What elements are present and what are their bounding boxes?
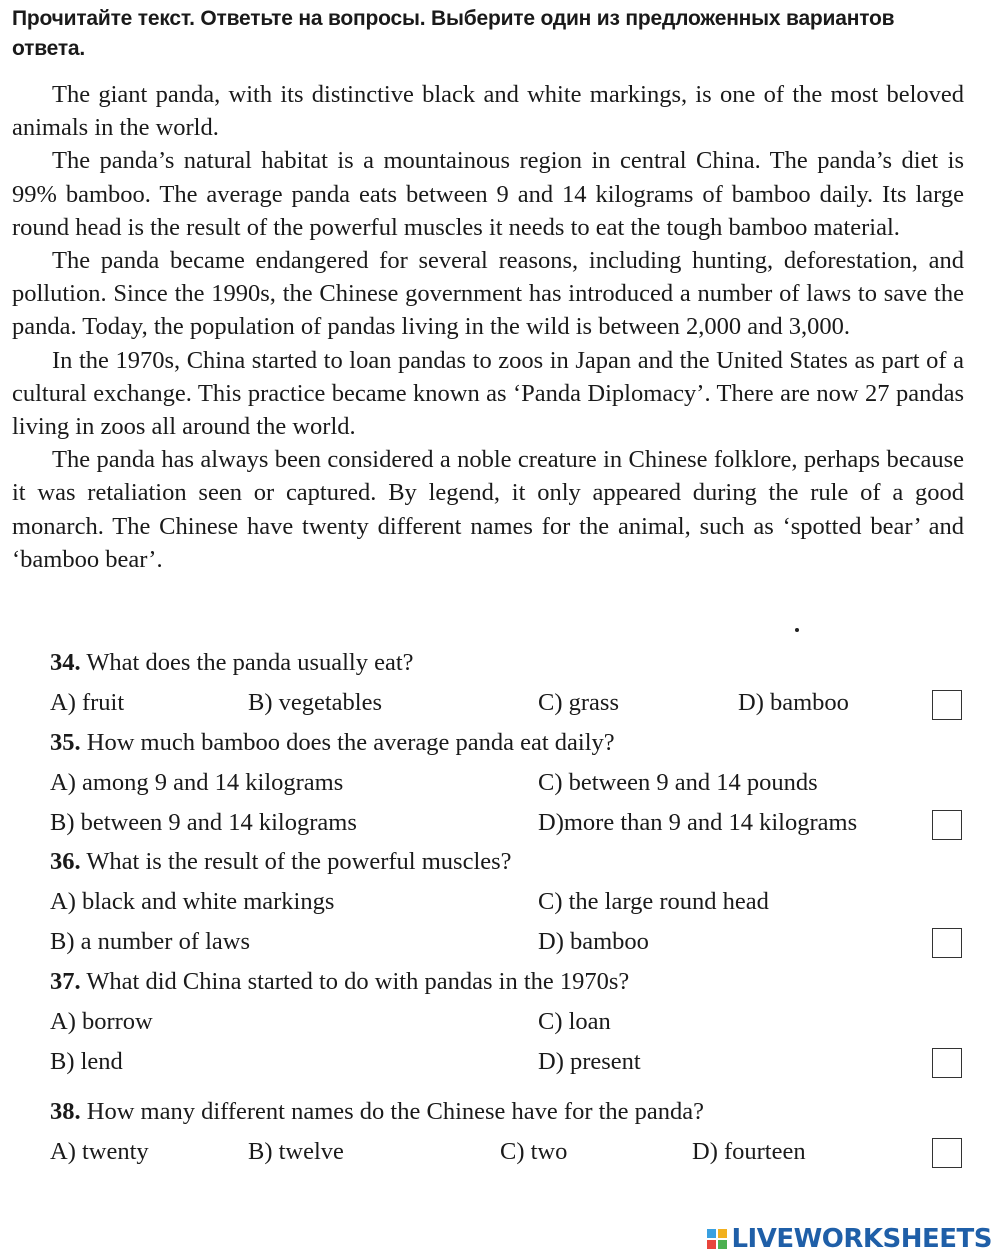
liveworksheets-brand bbox=[707, 1224, 992, 1254]
question-text: What is the result of the powerful muscles? bbox=[86, 848, 512, 875]
brand-text: LIVEWORKSHEETS bbox=[731, 1224, 992, 1254]
question-36 bbox=[50, 847, 512, 877]
passage-paragraph: The giant panda, with its distinctive black and white markings, is one of the most beloved animals in the world. bbox=[12, 81, 964, 142]
passage-paragraph: The panda has always been considered a noble creature in Chinese folklore, perhaps because it was retaliation seen or captured. By legend, it only appeared during the rule of a good monarch. The Chinese have twenty different names for the animal, such as ‘spotted bear’ and ‘bamboo bear’. bbox=[12, 446, 964, 573]
question-text: What does the panda usually eat? bbox=[86, 649, 414, 676]
question-34 bbox=[50, 648, 414, 678]
option-b: B) a number of laws bbox=[50, 928, 251, 955]
option-d: D) bamboo bbox=[538, 928, 649, 955]
answer-box-38[interactable] bbox=[932, 1138, 962, 1168]
question-number: 34. bbox=[50, 649, 81, 676]
option-c: C) between 9 and 14 pounds bbox=[538, 769, 818, 796]
question-38 bbox=[50, 1097, 704, 1127]
answer-box-37[interactable] bbox=[932, 1048, 962, 1078]
option-a: A) twenty bbox=[50, 1138, 149, 1165]
question-number: 35. bbox=[50, 729, 81, 756]
option-c: C) the large round head bbox=[538, 888, 769, 915]
option-c: C) grass bbox=[538, 689, 619, 716]
option-c: C) two bbox=[500, 1138, 568, 1165]
question-35 bbox=[50, 728, 615, 758]
question-text: How many different names do the Chinese have for the panda? bbox=[86, 1098, 705, 1125]
option-b: B) vegetables bbox=[248, 689, 383, 716]
logo-square bbox=[718, 1229, 727, 1238]
liveworksheets-logo-icon bbox=[707, 1229, 727, 1249]
reading-passage bbox=[12, 78, 964, 576]
question-text: What did China started to do with pandas in the 1970s? bbox=[86, 968, 630, 995]
option-d: D) fourteen bbox=[692, 1138, 806, 1165]
passage-paragraph: The panda became endangered for several reasons, including hunting, deforestation, and pollution. Since the 1990s, the Chinese government has introduced a number of laws to save the panda. Today, the population of pandas living in the wild is between 2,000 and 3,000. bbox=[12, 247, 964, 341]
option-a: A) among 9 and 14 kilograms bbox=[50, 769, 344, 796]
option-b: B) twelve bbox=[248, 1138, 344, 1165]
question-number: 37. bbox=[50, 968, 81, 995]
option-a: A) black and white markings bbox=[50, 888, 335, 915]
option-b: B) between 9 and 14 kilograms bbox=[50, 809, 357, 836]
passage-paragraph: In the 1970s, China started to loan pandas to zoos in Japan and the United States as part of a cultural exchange. This practice became known as ‘Panda Diplomacy’. There are now 27 pandas living in zoos all around the world. bbox=[12, 346, 964, 441]
question-text: How much bamboo does the average panda eat daily? bbox=[86, 729, 615, 756]
option-b: B) lend bbox=[50, 1048, 123, 1075]
logo-square bbox=[707, 1240, 716, 1249]
answer-box-34[interactable] bbox=[932, 690, 962, 720]
option-d: D)more than 9 and 14 kilograms bbox=[538, 809, 858, 836]
answer-box-36[interactable] bbox=[932, 928, 962, 958]
option-c: C) loan bbox=[538, 1008, 611, 1035]
option-a: A) borrow bbox=[50, 1008, 153, 1035]
instructions: Прочитайте текст. Ответьте на вопросы. Выберите один из предложенных вариантов ответа. bbox=[12, 7, 895, 60]
option-d: D) present bbox=[538, 1048, 641, 1075]
option-d: D) bamboo bbox=[738, 689, 849, 716]
question-37 bbox=[50, 967, 629, 997]
passage-paragraph: The panda’s natural habitat is a mountainous region in central China. The panda’s diet is 99% bamboo. The average panda eats between 9 and 14 kilograms of bamboo daily. Its large round head is the result of the powerful muscles it needs to eat the tough bamboo material. bbox=[12, 147, 964, 241]
logo-square bbox=[718, 1240, 727, 1249]
question-number: 38. bbox=[50, 1098, 81, 1125]
ink-dot bbox=[795, 628, 799, 632]
logo-square bbox=[707, 1229, 716, 1238]
option-a: A) fruit bbox=[50, 689, 125, 716]
answer-box-35[interactable] bbox=[932, 810, 962, 840]
question-number: 36. bbox=[50, 848, 81, 875]
